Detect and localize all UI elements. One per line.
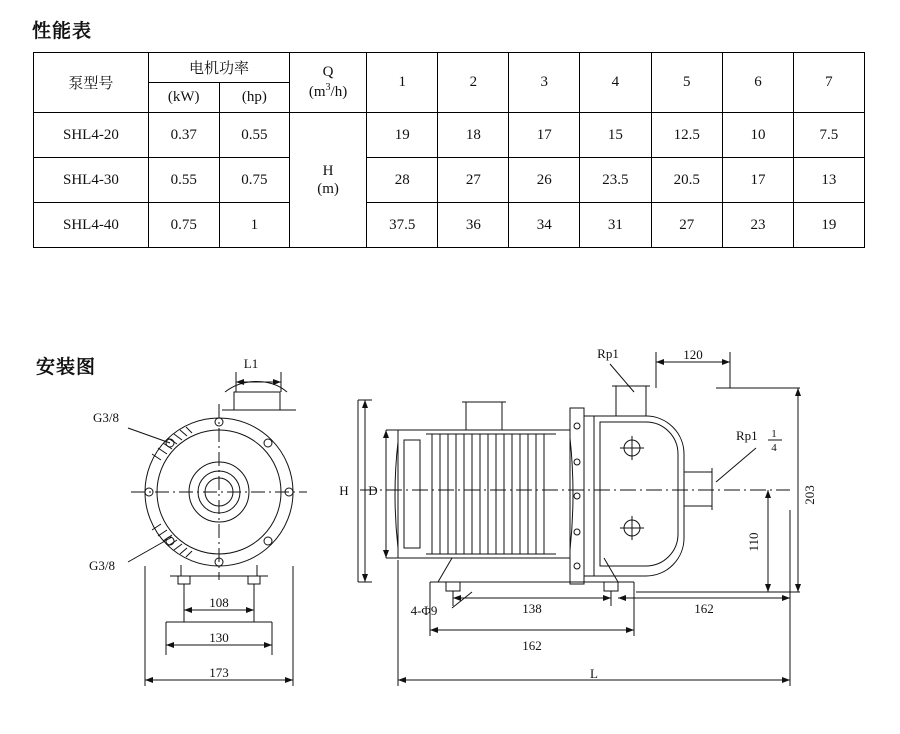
label-dim-110: 110 [746,532,761,552]
label-dim-162-top: 162 [694,601,714,616]
cell-head-3: 34 [509,203,580,248]
header-flow-1: 1 [366,53,437,113]
table-row [34,203,865,248]
cell-head-5: 12.5 [651,113,722,158]
header-power-hp: (hp) [219,83,290,113]
table-row [34,113,865,158]
cell-head-6: 17 [723,158,794,203]
cell-model: SHL4-20 [34,113,149,158]
label-dim-203: 203 [802,485,817,505]
label-dim-173: 173 [209,665,229,680]
cell-head-7: 13 [793,158,864,203]
cell-head-2: 27 [438,158,509,203]
performance-table [33,52,865,248]
cell-head-1: 28 [366,158,437,203]
header-power-kw: (kW) [148,83,219,113]
label-dim-108: 108 [209,595,229,610]
label-d: D [368,483,378,498]
cell-head-2: 36 [438,203,509,248]
header-flow-q-symbol: Q [322,64,334,81]
label-dim-138: 138 [522,601,542,616]
cell-head-5: 20.5 [651,158,722,203]
cell-head-4: 23.5 [580,158,651,203]
table-header-row-1 [34,53,865,83]
header-head-h [290,113,367,248]
cell-head-1: 37.5 [366,203,437,248]
installation-drawing-svg [0,330,900,734]
cell-head-1: 19 [366,113,437,158]
header-head-unit: (m) [317,181,339,197]
label-h: H [339,483,349,498]
cell-hp: 1 [219,203,290,248]
label-rp1-quarter: Rp1 [736,428,758,443]
installation-drawing-title: 安装图 [36,357,97,378]
header-flow-7: 7 [793,53,864,113]
cell-kw: 0.37 [148,113,219,158]
header-motor-power: 电机功率 [148,53,289,83]
label-g38-top: G3/8 [93,410,119,425]
cell-kw: 0.75 [148,203,219,248]
header-head-symbol: H [322,163,334,179]
performance-table-grid [33,52,865,248]
label-rp1: Rp1 [597,346,619,361]
header-flow-q-unit-sup: 3 [325,81,331,93]
label-dim-120: 120 [683,347,703,362]
installation-drawing [0,330,900,734]
label-rp1-quarter-numerator: 1 [771,428,777,440]
label-dim-130: 130 [209,630,229,645]
cell-head-7: 7.5 [793,113,864,158]
performance-table-title: 性能表 [32,21,93,42]
cell-model: SHL4-30 [34,158,149,203]
label-holes-4-phi9: 4-Φ9 [410,603,438,618]
header-flow-3: 3 [509,53,580,113]
cell-hp: 0.75 [219,158,290,203]
header-flow-2: 2 [438,53,509,113]
header-flow-q-unit-rest: /h) [330,83,348,100]
cell-head-4: 31 [580,203,651,248]
cell-head-5: 27 [651,203,722,248]
label-rp1-quarter-denominator: 4 [771,442,777,454]
cell-head-7: 19 [793,203,864,248]
cell-head-6: 23 [723,203,794,248]
cell-head-6: 10 [723,113,794,158]
cell-kw: 0.55 [148,158,219,203]
header-model: 泵型号 [34,53,149,113]
label-l: L [590,666,598,681]
right-side-view [358,352,801,686]
cell-head-4: 15 [580,113,651,158]
cell-hp: 0.55 [219,113,290,158]
label-g38-bottom: G3/8 [89,558,115,573]
label-l1: L1 [243,356,259,371]
header-flow-q [290,53,367,113]
header-flow-6: 6 [723,53,794,113]
cell-model: SHL4-40 [34,203,149,248]
header-flow-4: 4 [580,53,651,113]
cell-head-3: 26 [509,158,580,203]
label-dim-162-bottom: 162 [522,638,542,653]
header-flow-q-unit-base: (m [308,83,326,100]
header-flow-5: 5 [651,53,722,113]
cell-head-3: 17 [509,113,580,158]
cell-head-2: 18 [438,113,509,158]
table-row [34,158,865,203]
